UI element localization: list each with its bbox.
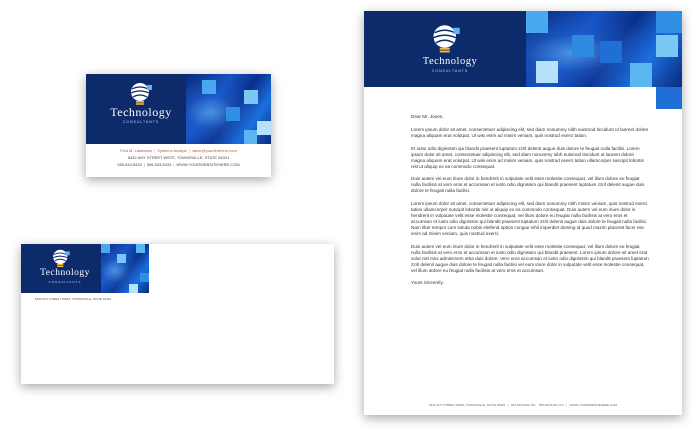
letter-tile <box>526 11 548 33</box>
card-website: WWW.YOURWEBSITEHERE.COM <box>176 162 240 167</box>
letter-paragraph: Lorem ipsum dolor sit amet, consectetuer adipiscing elit, sed diam nonummy nibh euismod tincidunt ut laoreet dolore magna aliquam erat volutpat. Ut wisi enim ad minim veniam, quis nostrud exerci tation. <box>411 127 649 139</box>
card-person-name: First M. Lastname <box>120 148 153 153</box>
letter-tile <box>630 63 652 87</box>
envelope-tile <box>136 244 145 253</box>
envelope <box>21 244 334 384</box>
letter-logo-name: Technology <box>422 56 478 67</box>
letter-footer-phone: 555.543.5432 <box>511 403 530 407</box>
letter-logo-tagline: CONSULTANTS <box>431 69 469 73</box>
letter-footer-address: 5432 ANY STREET WEST, TOWNSVILLE, STATE 54321 <box>429 403 506 407</box>
letter-paragraph: Lorem ipsum dolor sit amet, consectetuer adipiscing elit, sed diam nonummy nibh minim veniam, quis nostrud exerci tation ullamcorper suscipit lobortis nisl ut aliquip ex ea commodo consequat. Duis autem vel eum iriure dolor in hendrerit in vulputate velit esse molestie consequat, vel illum dolore eu feugiat nulla facilisis at vero eros et accumsan et iusto odio dignissim qui blandit praesent luptatum zzril delenit augue duis dolore te feugait nulla facilisi. Nam liber tempor cum soluta nobis eleifend option congue nihil imperdiet doming id quod mazim placerat facer eiw enim ad minim veniam, quis nostrud exerci. <box>411 200 648 237</box>
letter-tile <box>656 11 682 33</box>
envelope-tile <box>101 244 110 253</box>
letter-paragraph: Et iusto odio dignissim qui blandit praesent luptatum zzril delenit augue duis dolore te feugait nulla facilisi. Lorem ipsum dolor sit amet, consectetuer adipiscing elit, sed diam nonummy nibh euismod tincidunt ut laoreet dolore magna aliquam erat volutpat. Ut wisi enim ad minim veniam, quis nostrud exerci tation ullamcorper suscipit lobortis nisl ut aliquip ex ea commodo consequat. <box>411 145 644 169</box>
card-header <box>86 74 271 144</box>
envelope-tile <box>117 254 126 263</box>
letter-tile <box>656 87 682 109</box>
letter-tile <box>536 61 558 83</box>
bulb-globe-icon <box>49 249 73 268</box>
letter-body <box>411 114 649 293</box>
card-tile <box>244 90 258 104</box>
card-tile <box>257 121 271 135</box>
envelope-tile <box>129 284 138 293</box>
letterhead <box>364 11 682 415</box>
card-tile <box>202 80 216 94</box>
card-line-2 <box>86 154 271 161</box>
card-contact-info <box>86 147 271 168</box>
envelope-logo-tagline: CONSULTANTS <box>48 280 82 284</box>
letter-salutation: Dear Mr. Jones, <box>411 114 444 119</box>
letter-closing: Yours Sincerely, <box>411 280 444 286</box>
letter-footer-fax-label: FAX <box>558 403 564 407</box>
bulb-globe-icon <box>126 82 156 106</box>
letter-tile <box>572 35 594 57</box>
letter-footer-website: WWW.YOURWEBSITEHERE.COM <box>569 403 617 407</box>
envelope-tile <box>140 273 149 282</box>
card-address: 5432 ANY STREET WEST, TOWNSVILLE, STATE 54321 <box>127 155 230 160</box>
letter-footer-phone-label: TEL <box>530 403 536 407</box>
card-line-1: First M. Lastname | Systems Analyst | name@yourfirmhere.com <box>120 148 237 153</box>
letter-footer: 5432 ANY STREET WEST, TOWNSVILLE, STATE 54321 | 555.543.5432 TEL 555.543.5433 FAX | WWW.YOURWEBSITEHERE.COM <box>429 403 617 407</box>
card-email: name@yourfirmhere.com <box>191 148 237 153</box>
letter-tile <box>656 35 678 57</box>
envelope-logo-name: Technology <box>40 268 90 278</box>
card-person-title: Systems Analyst <box>157 148 187 153</box>
business-card <box>86 74 271 177</box>
card-line-3: 555.543.5432 | 555.543.5433 | WWW.YOURWEBSITEHERE.COM <box>117 162 240 167</box>
card-logo-name: Technology <box>110 105 172 119</box>
letter-footer-fax: 555.543.5433 <box>538 403 558 407</box>
bulb-globe-icon <box>427 24 465 54</box>
envelope-return-address: 5432 ANY STREET WEST, TOWNSVILLE, STATE 54321 <box>35 297 112 301</box>
card-fax: 555.543.5433 <box>146 162 172 167</box>
card-tile <box>244 130 257 144</box>
letter-tile <box>600 41 622 63</box>
card-tile <box>226 107 240 121</box>
card-logo-tagline: CONSULTANTS <box>122 120 160 124</box>
card-phone: 555.543.5432 <box>117 162 142 167</box>
letter-paragraph: Duis autem vel eum iriure dolor in hendrerit in vulputate velit esse molestie consequat, vel illum dolore eu feugiat nulla facilisis at vero eros et accumsan et iusto odio dignissim qui blandit praesent. Lorem ipsum dolore sit amet erat volut nisl mini adminimem etha duis dolore. Vero eros accumsan et iusto odio dignissim qui blandit praesent luptatum zzril delenit augue duis dolore te feugait nulla facilisi vel eum iriure dolor in vulputate velit esse molestie consequat, vel illum dolore eu feugiat nulla facilisis at vero eros et accumsan. <box>411 243 649 274</box>
letter-paragraph: Duis autem vel eum iriure dolor in hendrerit in vulputate velit esse molestie consequat, vel illum dolore eu feugiat nulla facilisis at vero eros et accumsan et iusto odio dignissim qui blandit praesent luptatum zzril delenit augue duis dolore te feugait nulla facilisi. <box>411 176 645 194</box>
